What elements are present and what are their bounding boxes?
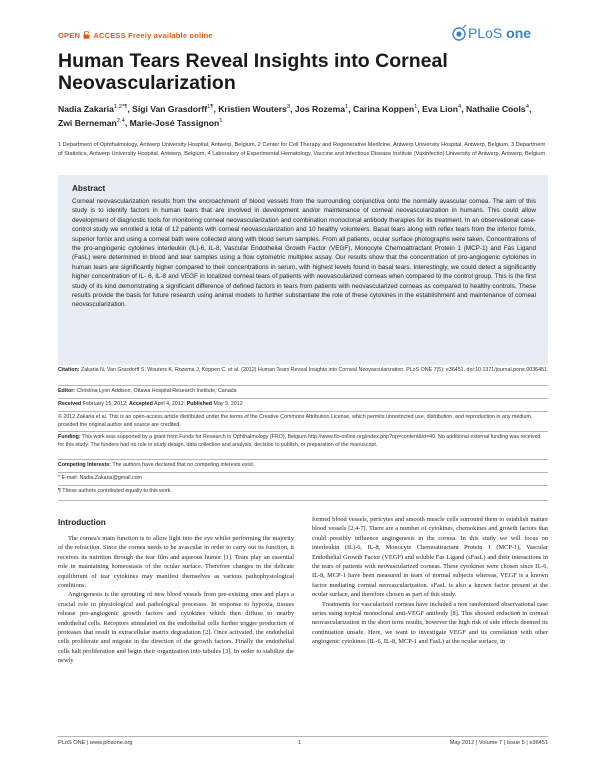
divider — [58, 459, 548, 460]
author: Nathalie Cools$^4$ — [466, 103, 529, 114]
freely-available-text: Freely available online — [128, 31, 213, 40]
open-lock-icon — [83, 31, 90, 39]
paragraph: formed blood vessels, pericytes and smooth muscle cells surround them to establish mature blood vessels [2,4-7]. There are a number of cytokines, chemokines and growth factors that could possibly influence angiogenesis in the cornea. In this study we will focus on interleukin (IL)-6, IL-8, Monocyte Chemoattractant Protein 1 (MCP-1), Vascular Endothelial Growth Factor (VEGF) and soluble Fas Ligand (sFasL) and their interactions in the tears of patients with neovascularized corneas. These cytokines were chosen since IL-6, IL-8, MCP-1 have been measured in tears of normal subjects whereas, VEGF is a known factor mediating corneal neovascularization. sFasL is also a known factor present at the ocular surface, and therefore chosen as part of this study. — [312, 516, 548, 599]
author: Carina Koppen$^1$ — [353, 103, 418, 114]
author: Jos Rozema$^1$ — [294, 103, 349, 114]
divider — [58, 472, 548, 473]
affiliations: 1 Department of Ophthalmology, Antwerp University Hospital, Antwerp, Belgium, 2 Center for Cell Therapy and Regenerative Medicine, Antwerp University Hospital, Antwerp, Belgium, 3 Department of Statistics, Antwerp University Hospital, Antwerp, Belgium, 4 Laboratory of Experimental Hematology, Vaccine and Infectious Disease Institute (Vaxinfectio) University of Antwerp, Antwerp, Belgium — [58, 142, 546, 157]
divider — [58, 411, 548, 412]
equal-contribution: ¶ These authors contributed equally to this work. — [58, 488, 172, 494]
open-access-label-a: OPEN — [58, 31, 81, 40]
author: Kristien Wouters$^3$ — [218, 103, 291, 114]
body-column-right — [312, 515, 548, 647]
abstract-heading: Abstract — [72, 184, 106, 193]
footer-journal-url[interactable]: PLoS ONE | www.plosone.org — [58, 740, 133, 746]
body-column-left — [58, 534, 294, 666]
divider — [58, 485, 548, 486]
divider — [58, 431, 548, 432]
open-access-banner — [58, 31, 213, 40]
citation: Citation: Zakaria N, Van Grasdorff S, Wouters K, Rozema J, Koppen C, et al. (2012) Human Tears Reveal Insights into Corneal Neovascularization. PLoS ONE 7(5): e36451. doi:10.1371/journal.pone.0036451 — [58, 367, 547, 373]
page-number: 1 — [298, 740, 302, 746]
funding: Funding: This work was supported by a grant from Funds for Research in Ophthalmology (FRO), Belgium http://www.flo-online.org/index.php?op=content&id=40. No additional external funding was received for this study. The funders had no role in study design, data collection and analysis, decision to publish, or preparation of the manuscript. — [58, 434, 541, 448]
editor: Editor: Christina Lynn Addison, Ottawa Hospital Research Institute, Canada — [58, 388, 237, 394]
email: * E-mail: Nadia.Zakaria@gmail.com — [58, 475, 142, 481]
divider — [58, 385, 548, 386]
copyright: © 2012 Zakaria et al. This is an open-access article distributed under the terms of the Creative Commons Attribution License, which permits unrestricted use, distribution, and reproduction in any medium, provided the original author and source are credited. — [58, 414, 533, 428]
divider — [58, 398, 548, 399]
journal-logo[interactable] — [452, 22, 540, 48]
paragraph: Treatments for vascularized corneas have included a non randomized observational case series using topical monoclonal anti-VEGF antibody [8]. This showed reduction in corneal neovascularization in the short term results, however the high risk of side effects deemed its continuation unsafe. Here, we want to investigate VEGF and its correlation with other angiogenic cytokines (IL-6, IL-8, MCP-1 and FasL) at the ocular surface, in — [312, 600, 548, 646]
author: Marie-José Tassignon$^1$ — [129, 118, 223, 129]
plos-logo-icon — [452, 23, 468, 45]
author: Zwi Berneman$^{2,4}$ — [58, 118, 125, 129]
author: Nadia Zakaria$^{1,2*\P}$ — [58, 103, 128, 114]
section-heading-introduction: Introduction — [58, 518, 106, 527]
author: Sigi Van Grasdorff$^{1\P}$ — [132, 103, 214, 114]
abstract-text: Corneal neovascularization results from the encroachment of blood vessels from the surrounding conjunctiva onto the normally avascular cornea. The aim of this study is to identify factors in human tears that are involved in development and/or maintenance of corneal neovascularization in humans. This could allow development of diagnostic tools for monitoring corneal neovascularization and combination monoclonal antibody therapies for its treatment. In an observational case-control study we enrolled a total of 12 patients with corneal neovascularization and 10 healthy volunteers. Basal tears along with reflex tears from the inferior fornix, superior fornix and using a corneal bath were collected along with blood serum samples. From all patients, ocular surface photographs were taken. Concentrations of the pro-angiogenic cytokines interleukin (IL)-6, IL-8, Vascular Endothelial Growth Factor (VEGF), Monocyte Chemoattractant Protein 1 (MCP-1) and Fas Ligand (FasL) were determined in blood and tear samples using a flow cytometric multiplex assay. Our results show that the concentration of pro-angiogenic cytokines in human tears are significantly higher compared to their concentrations in serum, with highest levels found in basal tears. Interestingly, we could detect a significantly higher concentration of IL- 6, IL-8 and VEGF in localized corneal tears of patients with neovascularized corneas when compared to the control group. This is the first study of its kind demonstrating a significant difference of defined factors in tears from patients with neovascularized corneas as compared to healthy controls. These results provide the basis for future research using animal models to further substantiate the role of these cytokines in the establishment and maintenance of corneal neovascularization. — [72, 198, 536, 309]
open-access-label-b: ACCESS — [93, 31, 126, 40]
article-title: Human Tears Reveal Insights into Corneal Neovascularization — [58, 50, 448, 94]
paragraph: The cornea's main function is to allow light into the eye whilst performing the majority of the refraction. Since the cornea needs to be avascular in order to carry out its function, it receives its nutrition through the tear film and aqueous humor [1]. Tears play an essential role in maintaining homeostasis of the ocular surface. Therefore changes in the delicate equilibrium of tear cytokines may manifest themselves as various pathophysiological conditions. — [58, 535, 294, 590]
journal-logo-text: PLoS one — [468, 25, 532, 41]
footer-issue-info: May 2012 | Volume 7 | Issue 5 | e36451 — [449, 740, 548, 746]
divider — [58, 500, 548, 501]
dates: Received February 15, 2012; Accepted April 4, 2012; Published May 9, 2012 — [58, 401, 243, 407]
footer-divider — [58, 736, 548, 737]
author-list: Nadia Zakaria$^{1,2*\P}$, Sigi Van Grasdorff$^{1\P}$, Kristien Wouters$^3$, Jos Rozema$^1$, Carina Koppen$^1$, Eva Lion$^4$, Nathalie Cools$^4$, Zwi Berneman$^{2,4}$, Marie-José Tassignon$^1$ — [58, 103, 532, 129]
competing-interests: Competing Interests: The authors have declared that no competing interests exist. — [58, 462, 255, 468]
paragraph: Angiogenesis is the sprouting of new blood vessels from pre-existing ones and plays a crucial role in physiological and pathological processes. In response to hypoxia, tissues release pro-angiogenic growth factors and cytokines which then diffuse to nearby endothelial cells. Receptors stimulated on the endothelial cells further trigger production of proteases that result in extracellular matrix degradation [2]. Once activated, the endothelial cells proliferate and migrate in the direction of the growth factors. Finally the endothelial cells halt proliferation and begin their organization into tubules [3]. In order to stabilize the newly — [58, 591, 294, 665]
author: Eva Lion$^4$ — [422, 103, 462, 114]
